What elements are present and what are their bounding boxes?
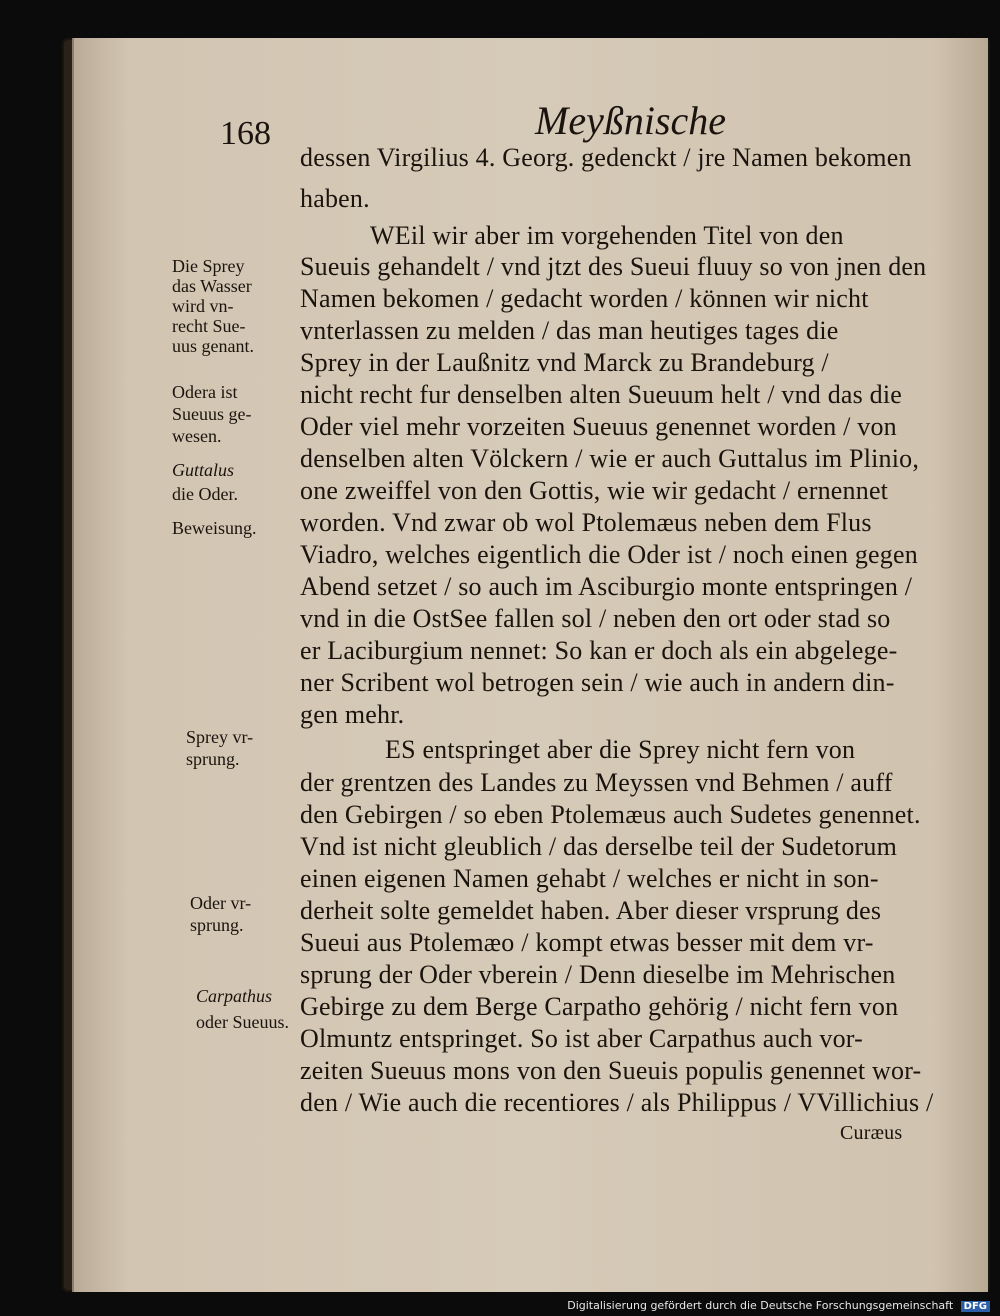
digitization-credit <box>567 1299 990 1312</box>
marginal-note-line: sprung. <box>190 915 244 935</box>
marginal-note-line: Oder vr- <box>190 893 252 913</box>
body-line: vnterlassen zu melden / das man heutiges tages die <box>300 316 839 345</box>
body-line: ner Scribent wol betrogen sein / wie auch in andern din- <box>300 668 895 697</box>
credit-text: Digitalisierung gefördert durch die Deutsche Forschungsgemeinschaft <box>567 1299 954 1312</box>
body-line: WEil wir aber im vorgehenden Titel von den <box>370 221 844 250</box>
body-line: einen eigenen Namen gehabt / welches er nicht in son- <box>300 864 879 893</box>
body-line: Vnd ist nicht gleublich / das derselbe teil der Sudetorum <box>300 832 897 861</box>
body-line: zeiten Sueuus mons von den Sueuis populis genennet wor- <box>300 1056 922 1085</box>
marginal-note-line: oder Sueuus. <box>196 1012 289 1032</box>
body-line: er Laciburgium nennet: So kan er doch als ein abgelege- <box>300 636 898 665</box>
marginal-note-line: recht Sue- <box>172 316 246 336</box>
body-line: one zweiffel von den Gottis, wie wir gedacht / ernennet <box>300 476 889 505</box>
body-line: denselben alten Völckern / wie er auch Guttalus im Plinio, <box>300 444 920 473</box>
body-line: den / Wie auch die recentiores / als Philippus / VVillichius / <box>300 1088 934 1117</box>
body-line: Olmuntz entspringet. So ist aber Carpathus auch vor- <box>300 1024 863 1053</box>
marginal-note-line: sprung. <box>186 749 240 769</box>
marginal-note-line: wesen. <box>172 426 222 446</box>
marginal-note-line: wird vn- <box>172 296 234 316</box>
marginal-note-line: das Wasser <box>172 276 252 296</box>
marginal-note-line: uus genant. <box>172 336 254 356</box>
body-line: Namen bekomen / gedacht worden / können wir nicht <box>300 284 869 313</box>
body-line: vnd in die OstSee fallen sol / neben den ort oder stad so <box>300 604 891 633</box>
body-line: sprung der Oder vberein / Denn dieselbe im Mehrischen <box>300 960 896 989</box>
catchword: Curæus <box>840 1122 903 1144</box>
page-number: 168 <box>220 115 271 152</box>
marginal-note-line: Die Sprey <box>172 256 245 276</box>
body-line: Sueui aus Ptolemæo / kompt etwas besser mit dem vr- <box>300 928 874 957</box>
body-line: ES entspringet aber die Sprey nicht fern von <box>385 735 856 764</box>
body-line: Oder viel mehr vorzeiten Sueuus genennet worden / von <box>300 412 897 441</box>
body-line: nicht recht fur denselben alten Sueuum helt / vnd das die <box>300 380 903 409</box>
body-line: worden. Vnd zwar ob wol Ptolemæus neben dem Flus <box>300 508 872 537</box>
body-line: Abend setzet / so auch im Asciburgio monte entspringen / <box>300 572 913 601</box>
dfg-logo: DFG <box>961 1301 990 1312</box>
body-line: dessen Virgilius 4. Georg. gedenckt / jre Namen bekomen <box>300 143 912 172</box>
body-line: Sueuis gehandelt / vnd jtzt des Sueui fluuy so von jnen den <box>300 252 927 281</box>
marginal-note-line: Odera ist <box>172 382 238 402</box>
marginal-note-line: die Oder. <box>172 484 238 504</box>
body-line: haben. <box>300 184 370 213</box>
body-line: Sprey in der Laußnitz vnd Marck zu Brandeburg / <box>300 348 829 377</box>
running-head: Meyßnische <box>535 98 727 143</box>
marginal-note-line: Guttalus <box>172 460 235 480</box>
body-line: derheit solte gemeldet haben. Aber dieser vrsprung des <box>300 896 882 925</box>
marginal-note-line: Carpathus <box>196 986 273 1006</box>
body-line: den Gebirgen / so eben Ptolemæus auch Sudetes genennet. <box>300 800 921 829</box>
body-line: Gebirge zu dem Berge Carpatho gehörig / nicht fern von <box>300 992 899 1021</box>
body-line: der grentzen des Landes zu Meyssen vnd Behmen / auff <box>300 768 893 797</box>
body-line: Viadro, welches eigentlich die Oder ist / noch einen gegen <box>300 540 918 569</box>
marginal-note-line: Sueuus ge- <box>172 404 252 424</box>
body-line: gen mehr. <box>300 700 405 729</box>
marginal-note-line: Beweisung. <box>172 518 257 538</box>
marginal-note-line: Sprey vr- <box>186 727 254 747</box>
